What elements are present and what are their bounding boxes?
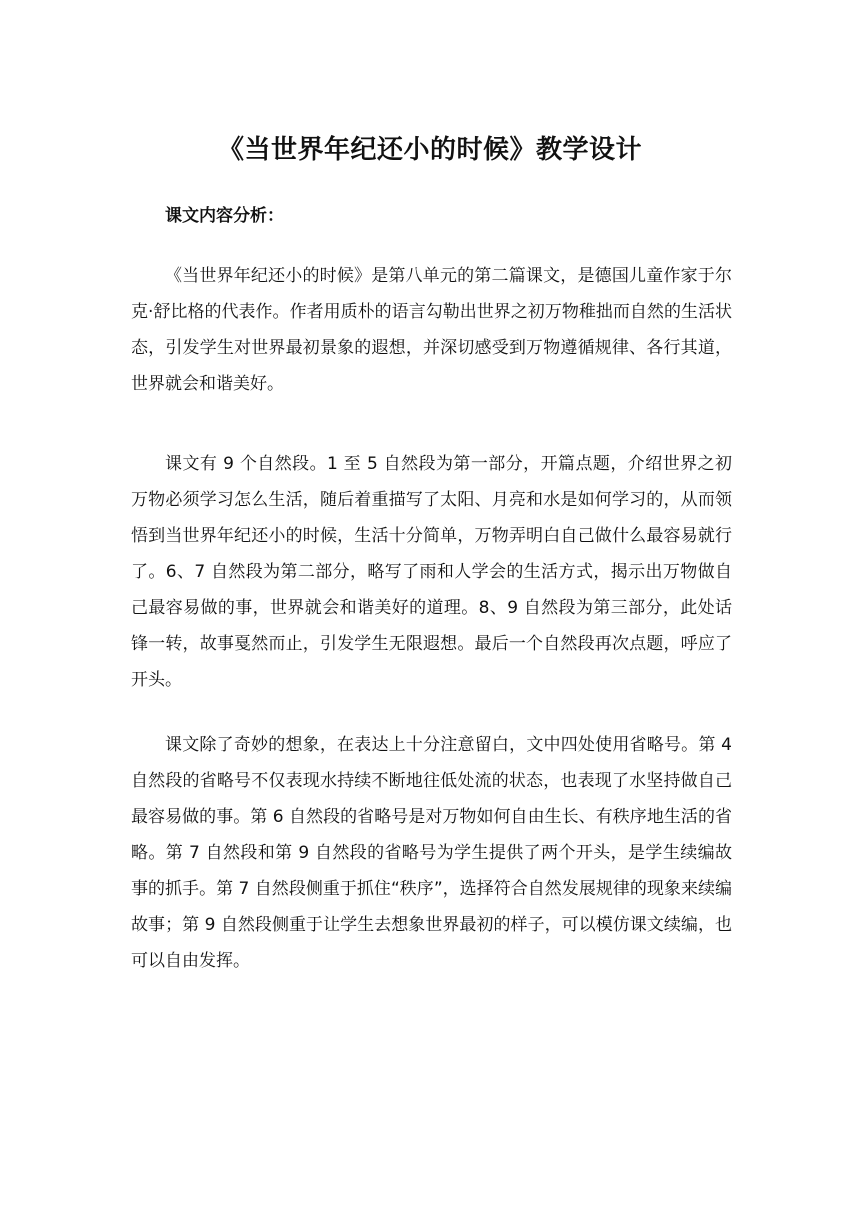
document-title: 《当世界年纪还小的时候》教学设计 bbox=[217, 135, 642, 165]
paragraph-expression: 课文除了奇妙的想象，在表达上十分注意留白，文中四处使用省略号。第 4 自然段的省略号不仅表现水持续不断地往低处流的状态，也表现了水坚持做自己最容易做的事。第 6 自然段的省略号是对万物如何自由生长、有秩序地生活的省略。第 7 自然段和第 9 自然段的省略号为学生提供了两个开头，是学生续编故事的抓手。第 7 自然段侧重于抓住“秩序”，选择符合自然发展规律的现象来续编故事；第 9 自然段侧重于让学生去想象世界最初的样子，可以模仿课文续编，也可以自由发挥。 bbox=[131, 735, 732, 971]
paragraph-structure: 课文有 9 个自然段。1 至 5 自然段为第一部分，开篇点题，介绍世界之初万物必须学习怎么生活，随后着重描写了太阳、月亮和水是如何学习的，从而领悟到当世界年纪还小的时候，生活十分简单，万物弄明白自己做什么最容易就行了。6、7 自然段为第二部分，略写了雨和人学会的生活方式，揭示出万物做自己最容易做的事，世界就会和谐美好的道理。8、9 自然段为第三部分，此处话锋一转，故事戛然而止，引发学生无限遐想。最后一个自然段再次点题，呼应了开头。 bbox=[131, 454, 732, 690]
section-heading: 课文内容分析： bbox=[165, 206, 284, 226]
paragraph-intro: 《当世界年纪还小的时候》是第八单元的第二篇课文，是德国儿童作家于尔克·舒比格的代表作。作者用质朴的语言勾勒出世界之初万物稚拙而自然的生活状态，引发学生对世界最初景象的遐想，并深切感受到万物遵循规律、各行其道，世界就会和谐美好。 bbox=[131, 266, 732, 394]
